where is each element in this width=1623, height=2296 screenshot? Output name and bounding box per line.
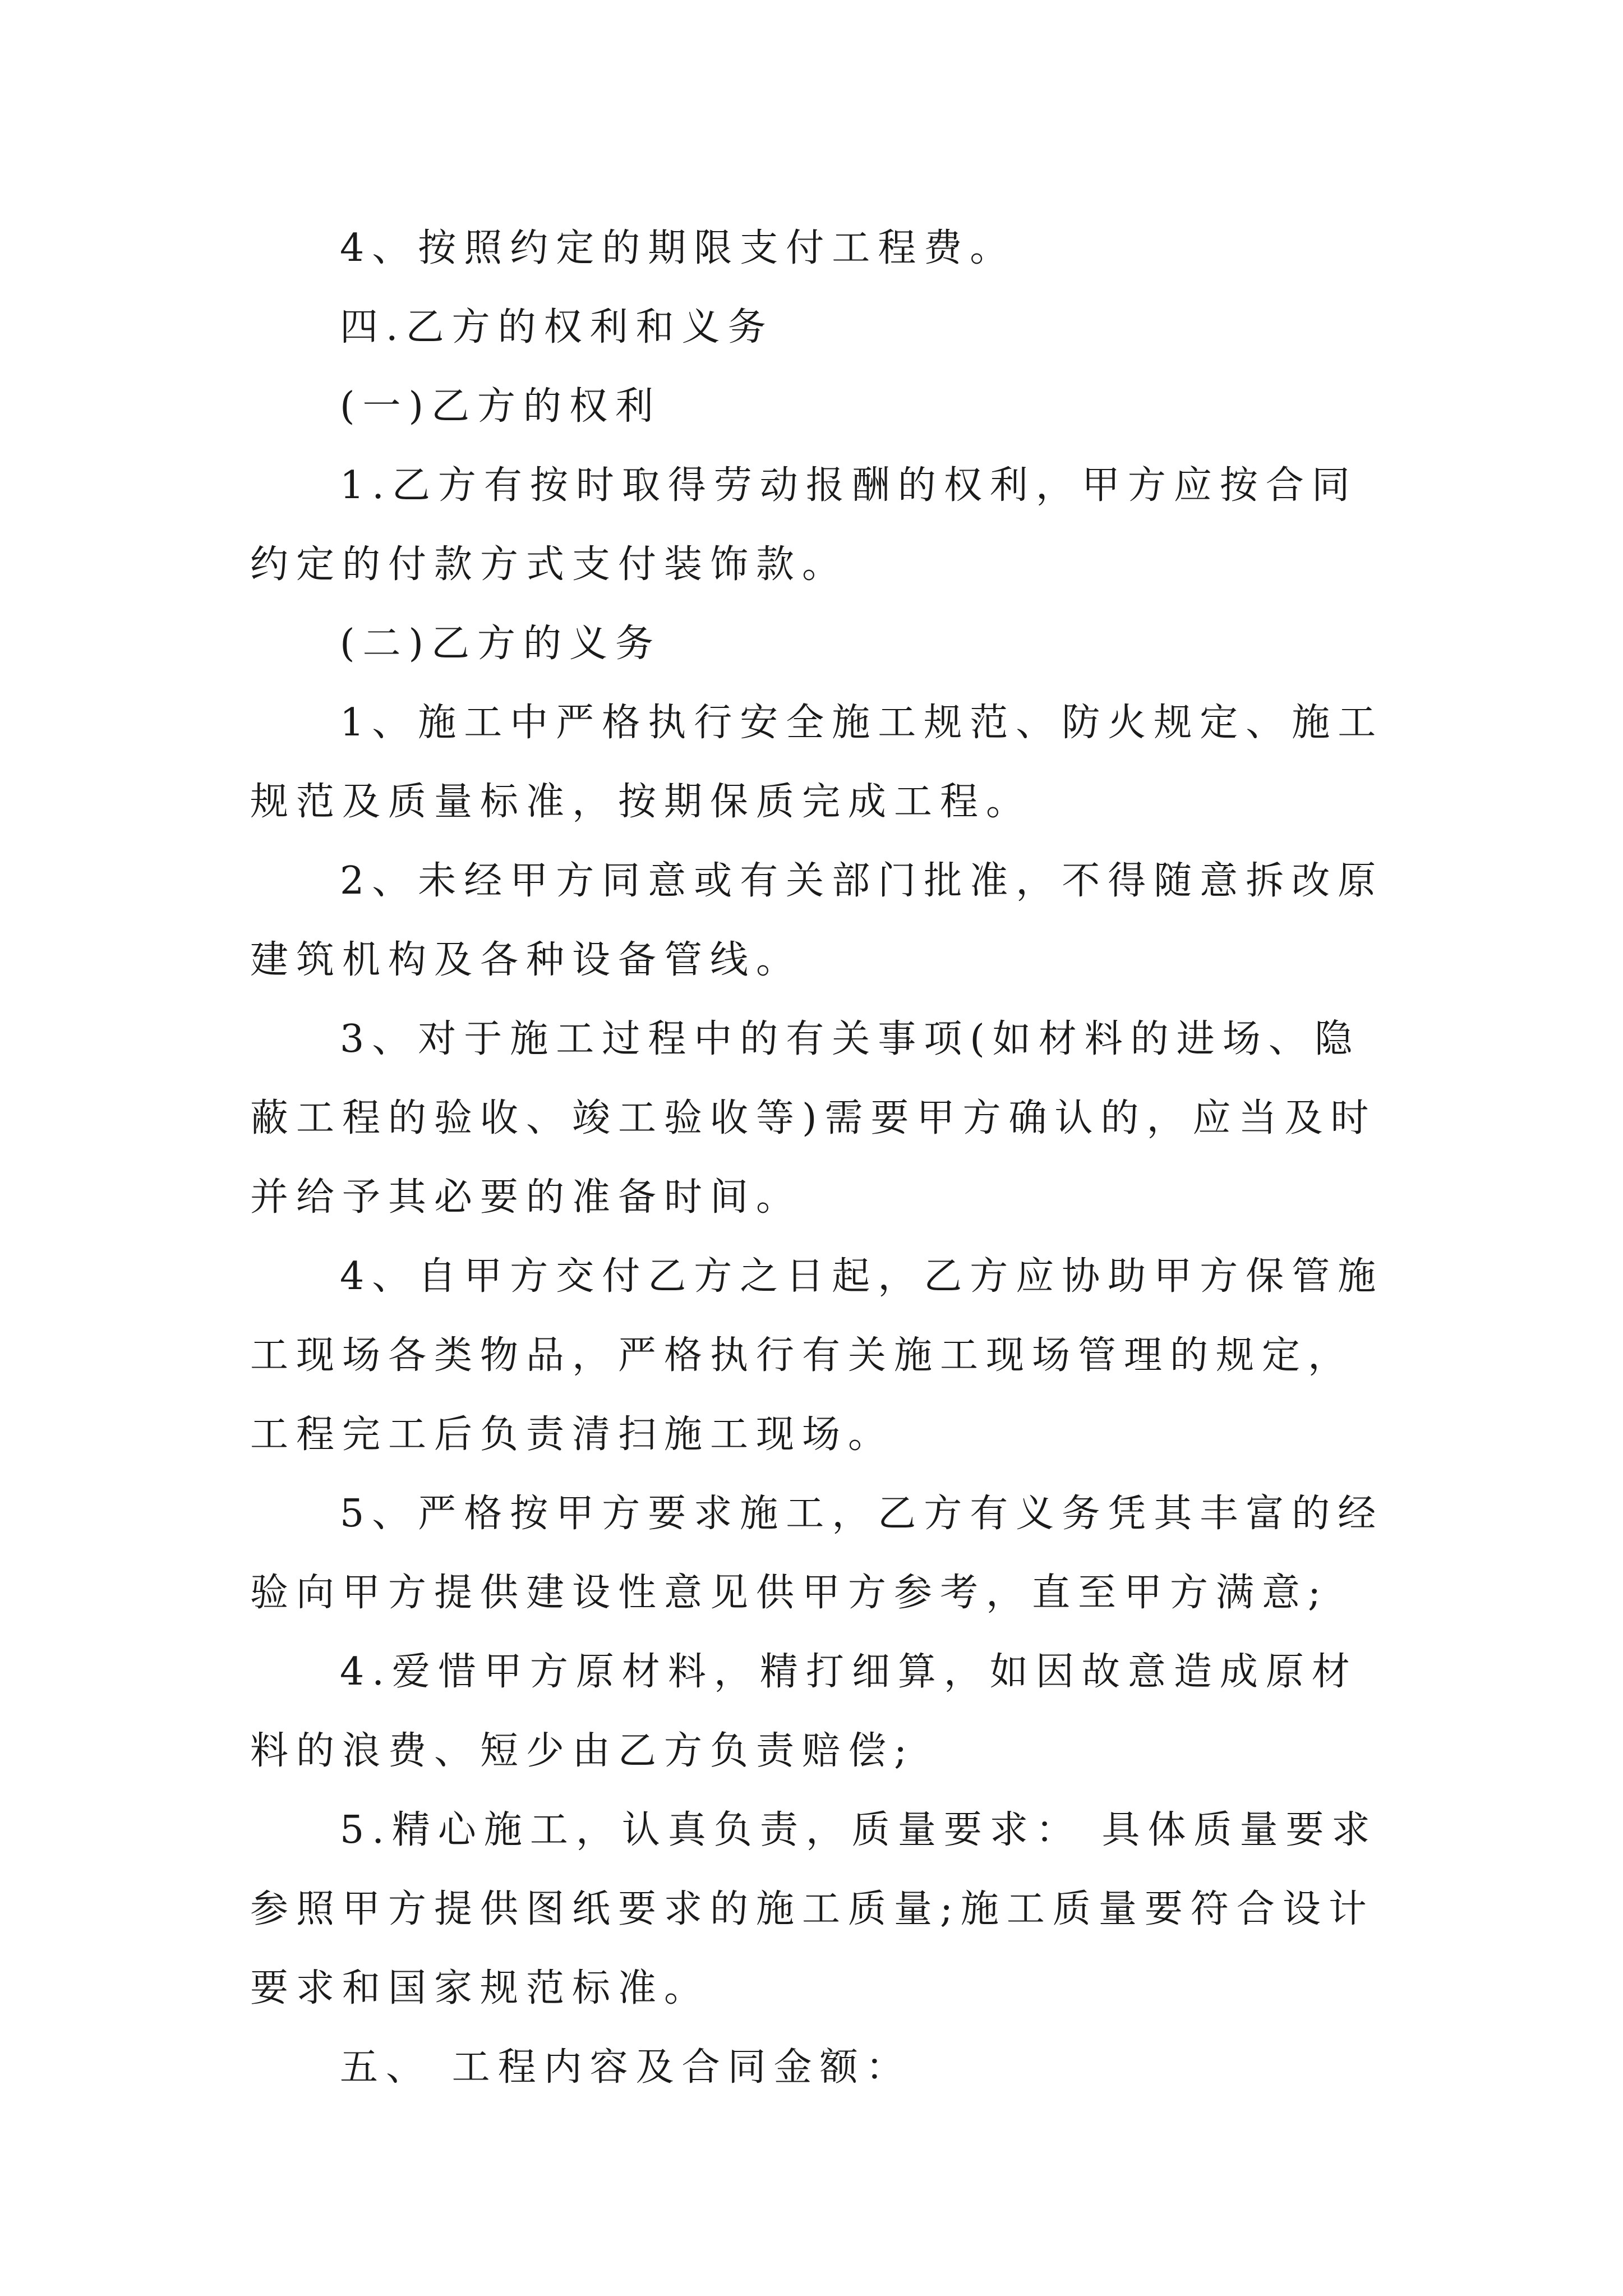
paragraph-right-1: 1.乙方有按时取得劳动报酬的权利，甲方应按合同约定的付款方式支付装饰款。 <box>250 463 1358 587</box>
paragraph-obligation-4: 4、自甲方交付乙方之日起，乙方应协助甲方保管施工现场各类物品，严格执行有关施工现场管理的规定，工程完工后负责清扫施工现场。 <box>250 1254 1384 1457</box>
paragraph-obligation-1: 1、施工中严格执行安全施工规范、防火规定、施工规范及质量标准，按期保质完成工程。 <box>250 701 1384 824</box>
subheading-party-b-rights: (一)乙方的权利 <box>340 384 662 429</box>
heading-scope-and-amount: 五、 工程内容及合同金额： <box>340 2045 912 2090</box>
subheading-party-b-obligations: (二)乙方的义务 <box>340 622 662 666</box>
document-body <box>250 209 1389 2107</box>
paragraph-quality: 5.精心施工，认真负责，质量要求： 具体质量要求参照甲方提供图纸要求的施工质量;施工质量要符合设计要求和国家规范标准。 <box>250 1808 1378 2010</box>
paragraph-payment-term: 4、按照约定的期限支付工程费。 <box>340 226 1016 270</box>
heading-party-b-rights-obligations: 四.乙方的权利和义务 <box>340 305 774 349</box>
paragraph-obligation-2: 2、未经甲方同意或有关部门批准，不得随意拆改原建筑机构及各种设备管线。 <box>250 859 1384 982</box>
paragraph-materials: 4.爱惜甲方原材料，精打细算，如因故意造成原材料的浪费、短少由乙方负责赔偿; <box>250 1650 1358 1773</box>
paragraph-obligation-5: 5、严格按甲方要求施工，乙方有义务凭其丰富的经验向甲方提供建设性意见供甲方参考，直至甲方满意; <box>250 1492 1384 1615</box>
paragraph-obligation-3: 3、对于施工过程中的有关事项(如材料的进场、隐蔽工程的验收、竣工验收等)需要甲方确认的，应当及时并给予其必要的准备时间。 <box>250 1017 1377 1220</box>
